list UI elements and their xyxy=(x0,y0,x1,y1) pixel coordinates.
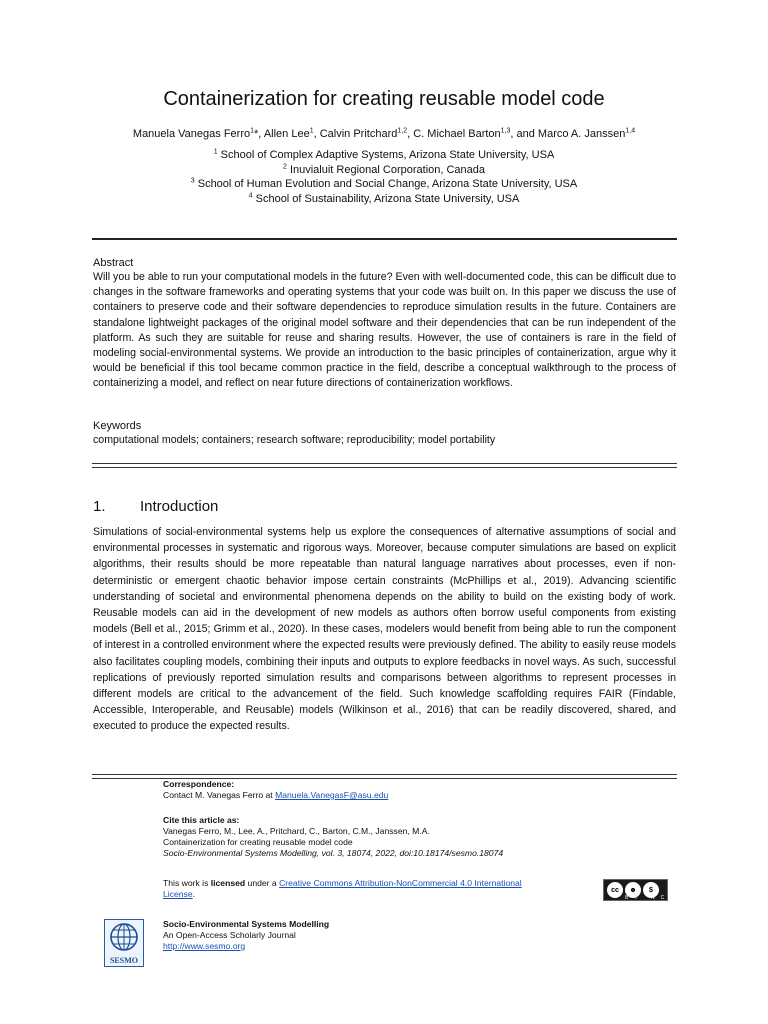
cc-tags xyxy=(625,895,670,901)
by-label: BY xyxy=(625,895,644,901)
cc-icon: cc xyxy=(607,882,623,898)
author-name: C. Michael Barton xyxy=(413,128,501,140)
abstract-top-rule xyxy=(92,238,677,240)
license-bold: licensed xyxy=(210,878,246,888)
author-affiliation-marker: 1,2 xyxy=(397,127,408,135)
affiliation-text: School of Human Evolution and Social Change, Arizona State University, USA xyxy=(194,178,578,190)
affiliation-marker: 3 xyxy=(190,177,195,185)
correspondence-block xyxy=(163,779,388,801)
introduction-text: Simulations of social-environmental systems help us explore the consequences of alternative assumptions of social and environmental processes in systematic and rigorous ways. Moreover, because computer simulations are based on explicit algorithms, their results should be more repeatable than natural language narratives about processes, even if non-deterministic or emergent chaotic behavior impose certain constraints (McPhillips et al., 2019). Advancing scientific understanding of societal and environmental phenomena depends on the ability to build on the existing body of work. Reusable models can aid in the development of new models as authors often borrow useful components from existing models (Bell et al., 2015; Grimm et al., 2020). In these cases, modelers would benefit from being able to run the component of interest in a controlled environment where the expected results were previously defined. The ability to easily reuse models also facilitates coupling models, combining their inputs and outputs to explore feedbacks in novel ways. As such, successful replications of previously reported simulation results and comparisons between algorithms to represent processes in different models are critical to the advancement of the field. Such knowledge scaffolding requires FAIR (Findable, Accessible, Interoperable, and Reusable) models (Wilkinson et al., 2016) that can be readily discovered, shared, and executed to produce the expected results. xyxy=(93,526,676,733)
affiliation-marker: 2 xyxy=(282,162,287,170)
nc-label: NC xyxy=(650,895,671,901)
author-name: Calvin Pritchard xyxy=(319,128,398,140)
affiliation-text: Inuvialuit Regional Corporation, Canada xyxy=(286,163,486,176)
section-title: Introduction xyxy=(140,498,219,515)
section-heading-introduction xyxy=(93,498,218,515)
abstract-text: Will you be able to run your computational models in the future? Even with well-documented code, this can be difficult due to changes in the software frameworks and operating systems that your code was built on. In this paper we discuss the use of containers to preserve code and their software dependencies to reproduce simulation results in the future. Containers are standalone lightweight packages of the original model software and their dependencies that can be run independent of the platform. As such they are suitable for reuse and sharing results. However, the use of containers is rare in the field of modeling social-environmental systems. We provide an introduction to the basic principles of containerization, argue why it would be beneficial if this tool became common practice in the field, describe a conceptual walkthrough to the process of containerizing a model, and reflect on near future directions of containerization workflows. xyxy=(93,271,676,390)
keywords-text: computational models; containers; research software; reproducibility; model portability xyxy=(93,434,496,446)
contact-prefix: Contact M. Vanegas Ferro at xyxy=(163,790,276,800)
affiliation-list xyxy=(0,148,768,206)
affiliation-item xyxy=(0,177,768,192)
citation-block xyxy=(163,815,503,859)
journal-tagline: An Open-Access Scholarly Journal xyxy=(163,930,296,940)
license-link-continued[interactable]: License xyxy=(163,889,193,899)
license-prefix: This work is xyxy=(163,878,211,888)
author-name: Manuela Vanegas Ferro xyxy=(132,128,251,140)
keywords-heading: Keywords xyxy=(93,420,142,432)
sesmo-logo xyxy=(104,919,144,967)
paper-title: Containerization for creating reusable model code xyxy=(163,88,605,110)
license-mid: under a xyxy=(245,878,280,888)
author-affiliation-marker: 1,4 xyxy=(625,127,636,135)
author-separator: *, xyxy=(254,128,264,140)
cite-label: Cite this article as: xyxy=(163,815,240,825)
author-affiliation-marker: 1,3 xyxy=(500,127,511,135)
author-name: Allen Lee xyxy=(263,128,310,140)
author-separator: , xyxy=(407,128,414,140)
globe-icon xyxy=(105,920,143,956)
by-icon: ☻ xyxy=(625,882,641,898)
correspondence-label: Correspondence: xyxy=(163,779,235,789)
affiliation-text: School of Complex Adaptive Systems, Arizona State University, USA xyxy=(217,149,555,161)
author-name: Marco A. Janssen xyxy=(537,128,626,140)
license-link[interactable]: Creative Commons Attribution-NonCommercial 4.0 International xyxy=(279,878,522,888)
affiliation-marker: 4 xyxy=(248,191,253,199)
author-affiliation-marker: 1 xyxy=(250,127,255,135)
affiliation-item xyxy=(0,163,768,178)
affiliation-text: School of Sustainability, Arizona State University, USA xyxy=(252,192,520,205)
cite-authors: Vanegas Ferro, M., Lee, A., Pritchard, C., Barton, C.M., Janssen, M.A. xyxy=(163,826,430,836)
author-list xyxy=(0,128,768,140)
license-end: . xyxy=(192,889,196,899)
journal-block xyxy=(163,919,329,952)
affiliation-marker: 1 xyxy=(213,148,218,156)
nc-icon: $ xyxy=(643,882,659,898)
abstract-heading: Abstract xyxy=(93,257,134,269)
affiliation-item xyxy=(0,148,768,163)
affiliation-item xyxy=(0,192,768,207)
cite-title: Containerization for creating reusable model code xyxy=(163,837,353,847)
logo-text: SESMO xyxy=(109,956,138,965)
journal-name: Socio-Environmental Systems Modelling xyxy=(163,919,330,929)
contact-email-link[interactable]: Manuela.VanegasF@asu.edu xyxy=(275,790,389,800)
author-affiliation-marker: 1 xyxy=(309,127,314,135)
cite-journal: Socio-Environmental Systems Modelling, vol. 3, 18074, 2022, doi:10.18174/sesmo.18074 xyxy=(163,848,504,858)
license-block xyxy=(163,878,573,900)
section-number: 1. xyxy=(93,498,106,515)
author-separator: , and xyxy=(510,128,538,140)
journal-url-link[interactable]: http://www.sesmo.org xyxy=(163,941,246,951)
abstract-bottom-rule xyxy=(92,463,677,468)
author-separator: , xyxy=(313,128,320,140)
